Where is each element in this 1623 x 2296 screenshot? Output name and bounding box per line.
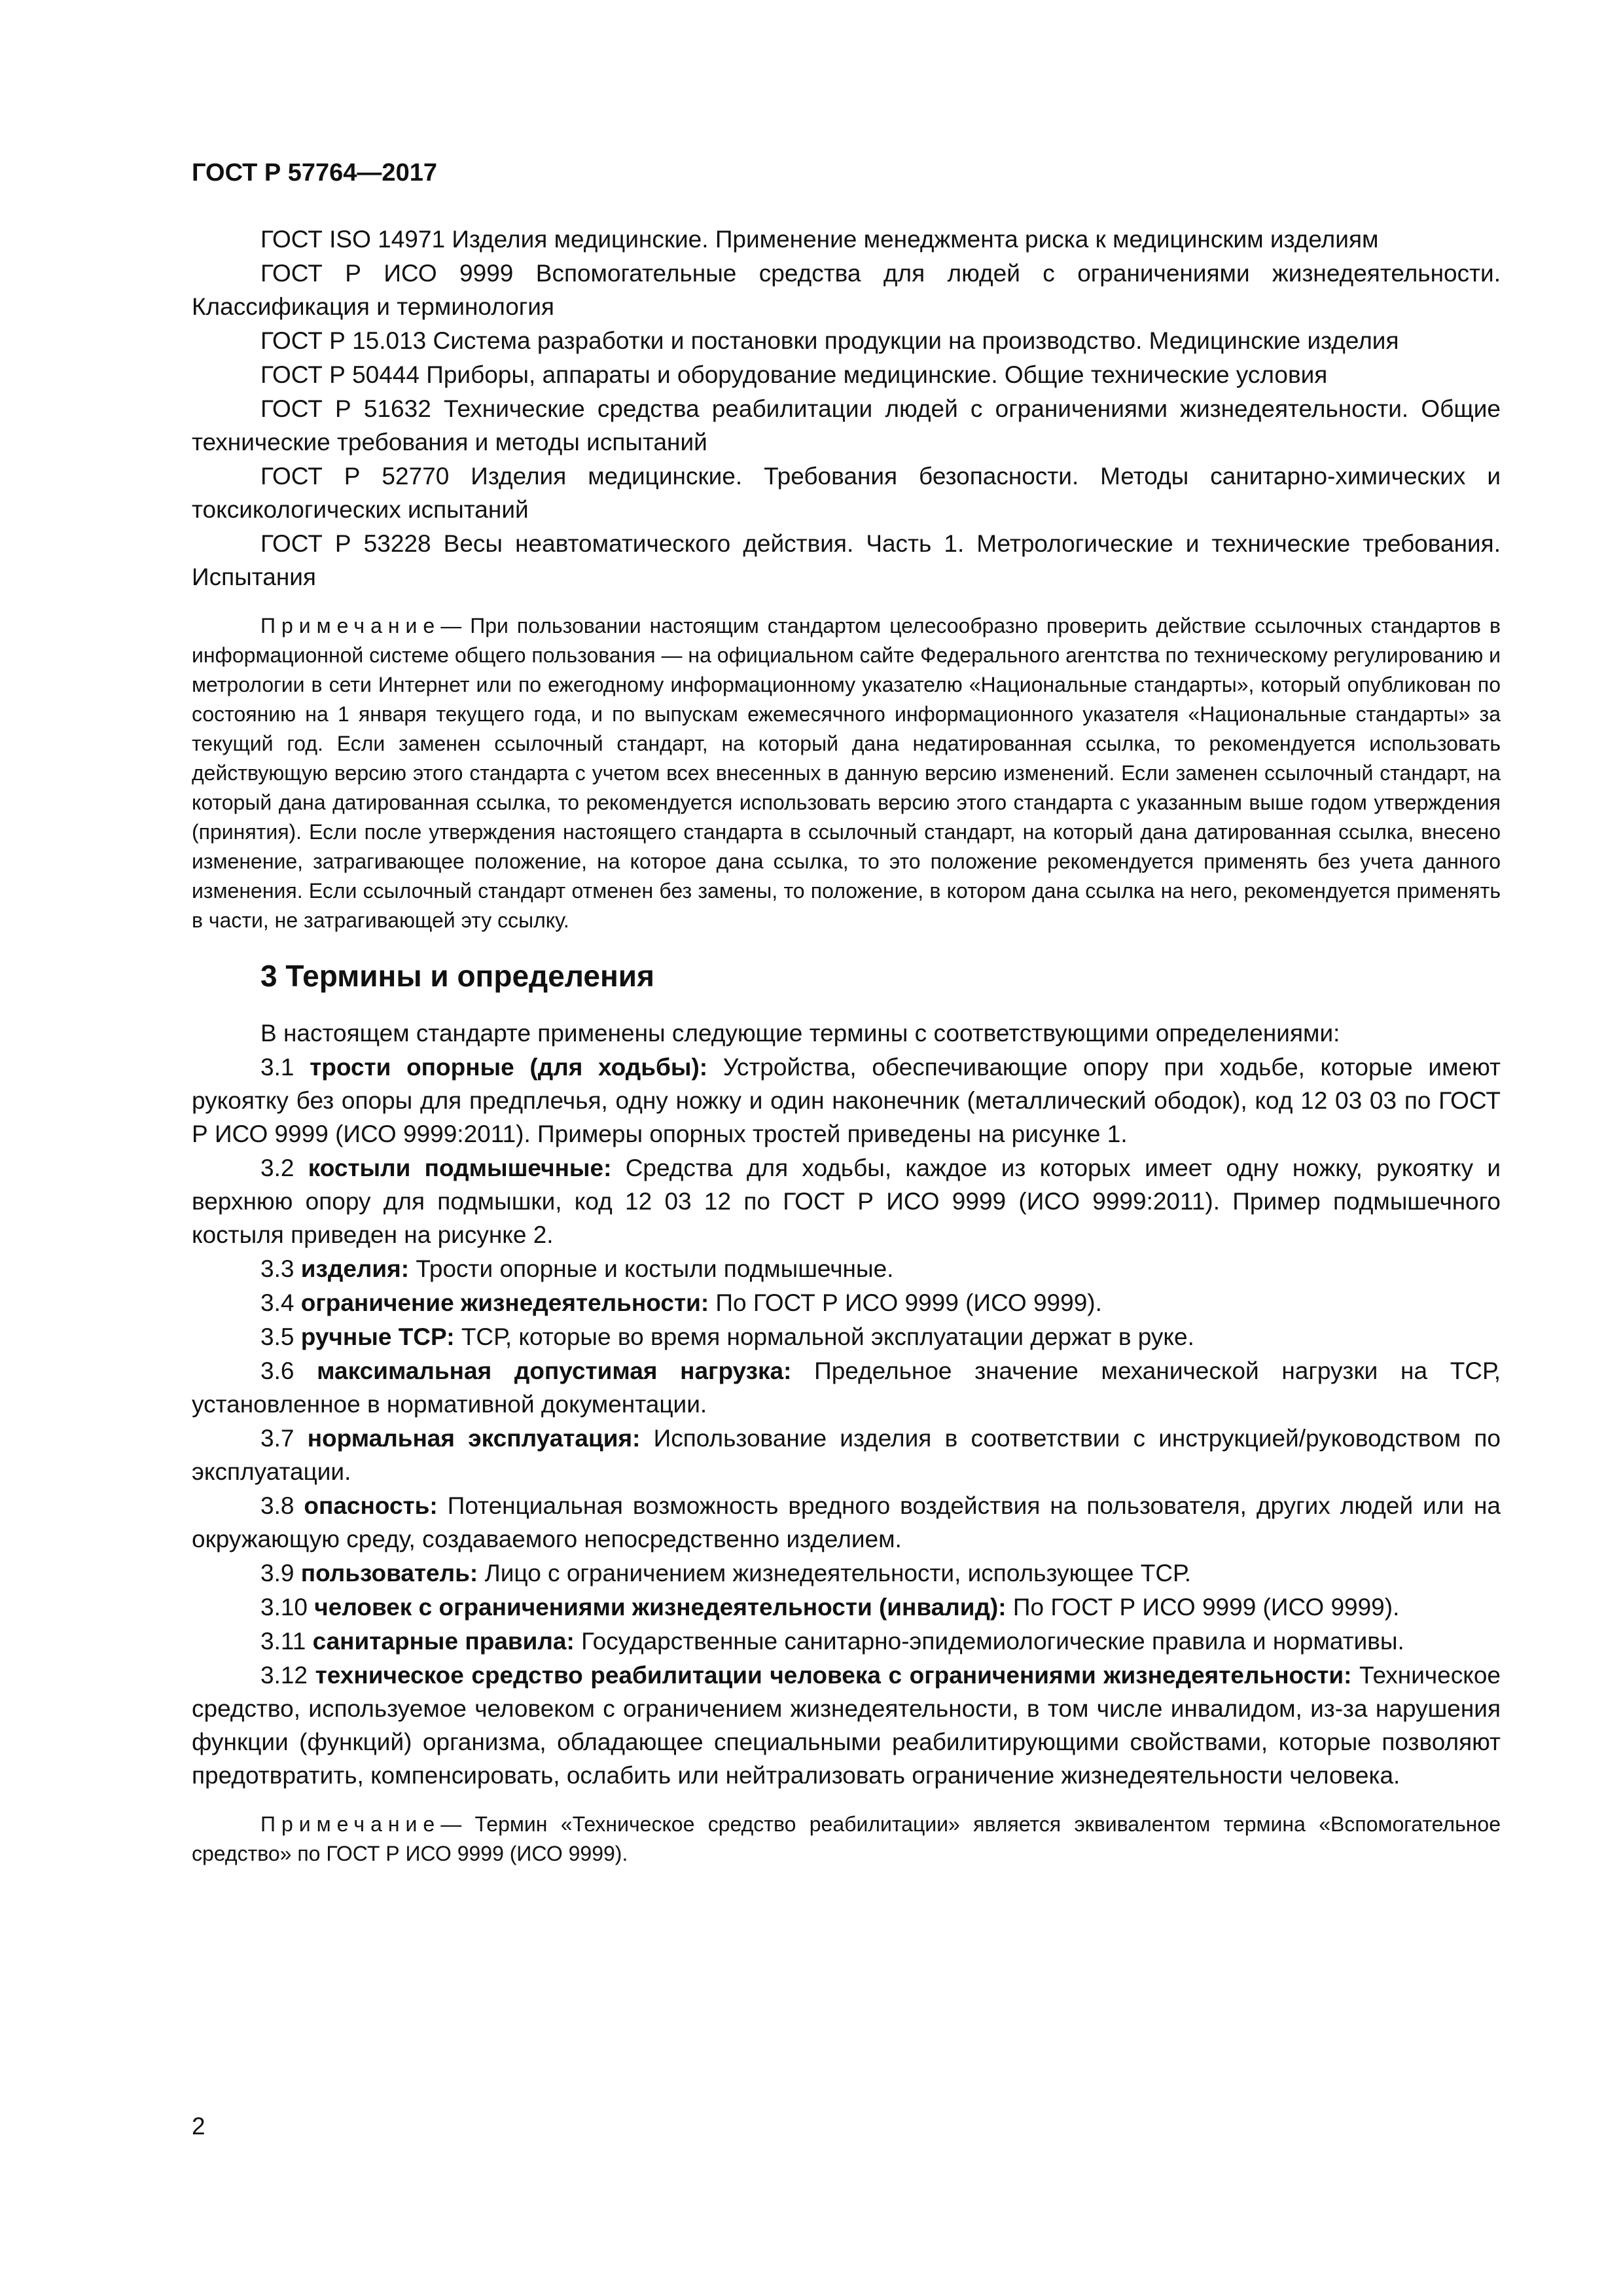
reference-item [192, 459, 1501, 526]
term-definition: Потенциальная возможность вредного воздействия на пользователя, других людей или на окружающую среду, создаваемого непосредственно изделием. [192, 1492, 1501, 1552]
term-name: техническое средство реабилитации человека с ограничениями жизнедеятельности: [315, 1662, 1352, 1689]
term-name: пользователь: [300, 1560, 478, 1587]
reference-item [192, 223, 1501, 256]
note-text: — При пользовании настоящим стандартом целесообразно проверить действие ссылочных стандартов в информационной системе общего пользования — на официальном сайте Федерального агентства по техническому регулированию и метрологии в сети Интернет или по ежегодному информационному указателю «Национальные стандарты», который опубликован по состоянию на 1 января текущего года, и по выпускам ежемесячного информационного указателя «Национальные стандарты» за текущий год. Если заменен ссылочный стандарт, на который дана недатированная ссылка, то рекомендуется использовать действующую версию этого стандарта с учетом всех внесенных в данную версию изменений. Если заменен ссылочный стандарт, на который дана датированная ссылка, то рекомендуется использовать версию этого стандарта с указанным выше годом утверждения (принятия). Если после утверждения настоящего стандарта в ссылочный стандарт, на который дана датированная ссылка, внесено изменение, затрагивающее положение, на которое дана ссылка, то это положение рекомендуется применять без учета данного изменения. Если ссылочный стандарт отменен без замены, то положение, в котором дана ссылка на него, рекомендуется применять в части, не затрагивающей эту ссылку. [192, 614, 1501, 932]
reference-item [192, 527, 1501, 594]
reference-code: ГОСТ ISO 14971 [260, 226, 446, 253]
term-name: нормальная эксплуатация: [307, 1425, 641, 1452]
term-item: 3.5 ручные ТСР: ТСР, которые во время нормальной эксплуатации держат в руке. [260, 1323, 1194, 1350]
note-label: Примечание [260, 1812, 441, 1836]
reference-code: ГОСТ Р 52770 [260, 463, 450, 490]
reference-code: ГОСТ Р ИСО 9999 [260, 260, 514, 287]
reference-code: ГОСТ Р 50444 [260, 361, 419, 388]
terms-note [192, 1810, 1501, 1869]
reference-item [192, 324, 1501, 357]
reference-code: ГОСТ Р 51632 [260, 395, 431, 422]
reference-title: Вспомогательные средства для людей с ограничениями жизнедеятельности. Классификация и терминология [192, 260, 1501, 320]
references-list [192, 223, 1501, 594]
term-definition: Лицо с ограничением жизнедеятельности, использующее ТСР. [484, 1560, 1192, 1587]
term-definition: ТСР, которые во время нормальной эксплуатации держат в руке. [461, 1323, 1194, 1350]
term-definition: Предельное значение механической нагрузки на ТСР, установленное в нормативной документации. [192, 1357, 1501, 1418]
section-title: 3 Термины и определения [260, 959, 654, 993]
term-item: 3.3 изделия: Трости опорные и костыли подмышечные. [260, 1255, 894, 1282]
term-item: 3.7 нормальная эксплуатация: Использование изделия в соответствии с инструкцией/руководством по эксплуатации. [192, 1425, 1501, 1485]
reference-code: ГОСТ Р 15.013 [260, 327, 427, 354]
term-name: ограничение жизнедеятельности: [300, 1289, 709, 1316]
references-note [192, 611, 1501, 935]
term-name: ручные ТСР: [300, 1323, 455, 1350]
term-item: 3.6 максимальная допустимая нагрузка: Предельное значение механической нагрузки на ТСР, установленное в нормативной документации. [192, 1357, 1501, 1418]
term-item: 3.4 ограничение жизнедеятельности: По ГОСТ Р ИСО 9999 (ИСО 9999). [260, 1289, 1102, 1316]
reference-item [192, 358, 1501, 391]
term-item: 3.12 техническое средство реабилитации человека с ограничениями жизнедеятельности: Техническое средство, используемое человеком с ограничением жизнедеятельности, в том числе инвалидом, из-за нарушения функции (функций) организма, обладающее специальными реабилитирующими свойствами, которые позволяют предотвратить, компенсировать, ослабить или нейтрализовать ограничение жизнедеятельности человека. [192, 1662, 1501, 1789]
page-content [192, 223, 1501, 1869]
reference-code: ГОСТ Р 53228 [260, 530, 431, 557]
term-definition: Устройства, обеспечивающие опору при ходьбе, которые имеют рукоятку без опоры для предплечья, одну ножку и один наконечник (металлический ободок), код 12 03 03 по ГОСТ Р ИСО 9999 (ИСО 9999:2011). Примеры опорных тростей приведены на рисунке 1. [192, 1054, 1501, 1147]
reference-title: Изделия медицинские. Применение менеджмента риска к медицинским изделиям [452, 226, 1379, 253]
term-item: 3.10 человек с ограничениями жизнедеятельности (инвалид): По ГОСТ Р ИСО 9999 (ИСО 9999). [260, 1594, 1400, 1621]
reference-title: Изделия медицинские. Требования безопасности. Методы санитарно-химических и токсикологических испытаний [192, 463, 1501, 523]
section-intro: В настоящем стандарте применены следующие термины с соответствующими определениями: [260, 1020, 1340, 1047]
term-definition: Использование изделия в соответствии с инструкцией/руководством по эксплуатации. [192, 1425, 1501, 1485]
term-definition: По ГОСТ Р ИСО 9999 (ИСО 9999). [1012, 1594, 1400, 1621]
term-definition: По ГОСТ Р ИСО 9999 (ИСО 9999). [715, 1289, 1102, 1316]
term-name: трости опорные (для ходьбы): [310, 1054, 708, 1081]
term-item: 3.1 трости опорные (для ходьбы): Устройства, обеспечивающие опору при ходьбе, которые имеют рукоятку без опоры для предплечья, одну ножку и один наконечник (металлический ободок), код 12 03 03 по ГОСТ Р ИСО 9999 (ИСО 9999:2011). Примеры опорных тростей приведены на рисунке 1. [192, 1054, 1501, 1147]
reference-title: Система разработки и постановки продукции на производство. Медицинские изделия [433, 327, 1399, 354]
term-name: человек с ограничениями жизнедеятельности (инвалид): [314, 1594, 1007, 1621]
reference-item [192, 392, 1501, 459]
document-header: ГОСТ Р 57764—2017 [192, 159, 437, 187]
term-definition: Техническое средство, используемое человеком с ограничением жизнедеятельности, в том числе инвалидом, из-за нарушения функции (функций) организма, обладающее специальными реабилитирующими свойствами, которые позволяют предотвратить, компенсировать, ослабить или нейтрализовать ограничение жизнедеятельности человека. [192, 1662, 1501, 1789]
page-number: 2 [192, 2113, 205, 2140]
note-text: — Термин «Техническое средство реабилитации» является эквивалентом термина «Вспомогательное средство» по ГОСТ Р ИСО 9999 (ИСО 9999). [192, 1812, 1501, 1865]
term-definition: Средства для ходьбы, каждое из которых имеет одну ножку, рукоятку и верхнюю опору для подмышки, код 12 03 12 по ГОСТ Р ИСО 9999 (ИСО 9999:2011). Пример подмышечного костыля приведен на рисунке 2. [192, 1155, 1501, 1248]
term-definition: Государственные санитарно-эпидемиологические правила и нормативы. [581, 1628, 1404, 1655]
term-name: максимальная допустимая нагрузка: [317, 1357, 792, 1384]
term-name: санитарные правила: [312, 1628, 575, 1655]
term-item: 3.9 пользователь: Лицо с ограничением жизнедеятельности, использующее ТСР. [260, 1560, 1192, 1587]
reference-item [192, 257, 1501, 323]
reference-title: Весы неавтоматического действия. Часть 1. Метрологические и технические требования. Испытания [192, 530, 1501, 590]
reference-title: Приборы, аппараты и оборудование медицинские. Общие технические условия [426, 361, 1328, 388]
term-item: 3.11 санитарные правила: Государственные санитарно-эпидемиологические правила и нормативы. [260, 1628, 1404, 1655]
term-item: 3.2 костыли подмышечные: Средства для ходьбы, каждое из которых имеет одну ножку, рукоятку и верхнюю опору для подмышки, код 12 03 12 по ГОСТ Р ИСО 9999 (ИСО 9999:2011). Пример подмышечного костыля приведен на рисунке 2. [192, 1155, 1501, 1248]
term-name: изделия: [300, 1255, 410, 1282]
term-item: 3.8 опасность: Потенциальная возможность вредного воздействия на пользователя, других людей или на окружающую среду, создаваемого непосредственно изделием. [192, 1492, 1501, 1552]
terms-list [192, 1050, 1501, 1792]
term-name: костыли подмышечные: [308, 1155, 612, 1181]
term-name: опасность: [304, 1492, 438, 1519]
reference-title: Технические средства реабилитации людей с ограничениями жизнедеятельности. Общие технические требования и методы испытаний [192, 395, 1501, 456]
term-definition: Трости опорные и костыли подмышечные. [416, 1255, 894, 1282]
note-label: Примечание [260, 614, 441, 637]
